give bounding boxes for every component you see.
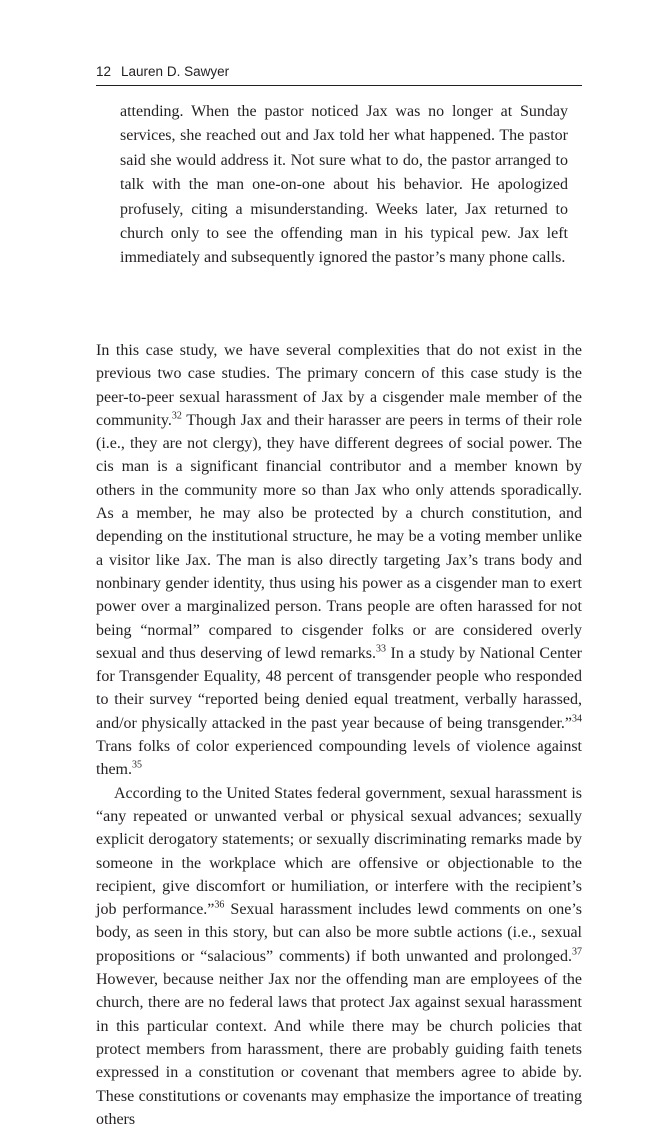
paragraph-2-text: According to the United States federal government, sexual harassment is “any repeated or unwanted verbal or physical sexual advances; sexually explicit derogatory statements; or sexually discriminating remarks made by someone in the workplace which are offensive or objectionable to the recipient, give discomfort or humiliation, or interfere with the recipient’s job performance.”: [96, 784, 582, 919]
footnote-ref-34: 34: [572, 713, 582, 725]
running-head-author: Lauren D. Sawyer: [121, 64, 230, 79]
footnote-ref-35: 35: [132, 760, 142, 772]
footnote-ref-36: 36: [214, 899, 225, 911]
paragraph-1-text: In this case study, we have several complexities that do not exist in the previous two case studies. The primary concern of this case study is the peer-to-peer sexual harassment of Jax by a cisgender male member of the community.: [96, 342, 582, 429]
paragraph-2-text: However, because neither Jax nor the offending man are employees of the church, there are no federal laws that protect Jax against sexual harassment in this particular context. And while there may be church policies that protect members from harassment, there are probably guiding faith tenets expressed in a constitution or covenant that members agree to abide by. These constitutions or covenants may emphasize the importance of treating others: [96, 971, 582, 1128]
footnote-ref-32: 32: [171, 410, 182, 422]
footnote-ref-33: 33: [375, 643, 386, 655]
body-text: [96, 339, 582, 1131]
block-quote: attending. When the pastor noticed Jax was no longer at Sunday services, she reached out and Jax told her what happened. The pastor said she would address it. Not sure what to do, the pastor arranged to talk with the man one-on-one about his behavior. He apologized profusely, citing a misunderstanding. Weeks later, Jax returned to church only to see the offending man in his typical pew. Jax left immediately and subsequently ignored the pastor’s many phone calls.: [120, 103, 568, 267]
paragraph-2: [96, 782, 582, 1131]
running-head: [96, 64, 582, 86]
page-number: 12: [96, 64, 112, 79]
paragraph-1-text: Trans folks of color experienced compounding levels of violence against them.: [96, 738, 582, 779]
paragraph-1-text: In a study by National Center for Transgender Equality, 48 percent of transgender people who responded to their survey “reported being denied equal treatment, verbally harassed, and/or physically attacked in the past year because of being transgender.”: [96, 644, 583, 732]
footnote-ref-37: 37: [572, 946, 582, 958]
paragraph-2-text: Sexual harassment includes lewd comments on one’s body, as seen in this story, but can also be more subtle actions (i.e., sexual propositions or “salacious” comments) if both unwanted and prolonged.: [96, 901, 582, 965]
paragraph-1-text: Though Jax and their harasser are peers in terms of their role (i.e., they are not clergy), they have different degrees of social power. The cis man is a significant financial contributor and a member known by others in the community more so than Jax who only attends sporadically. As a member, he may also be protected by a church constitution, and depending on the institutional structure, he may be a voting member unlike a visitor like Jax. The man is also directly targeting Jax’s trans body and nonbinary gender identity, thus using his power as a cisgender man to exert power over a marginalized person. Trans people are often harassed for not being “normal” compared to cisgender folks or are considered overly sexual and thus deserving of lewd remarks.: [96, 411, 582, 662]
paragraph-1: [96, 339, 582, 782]
